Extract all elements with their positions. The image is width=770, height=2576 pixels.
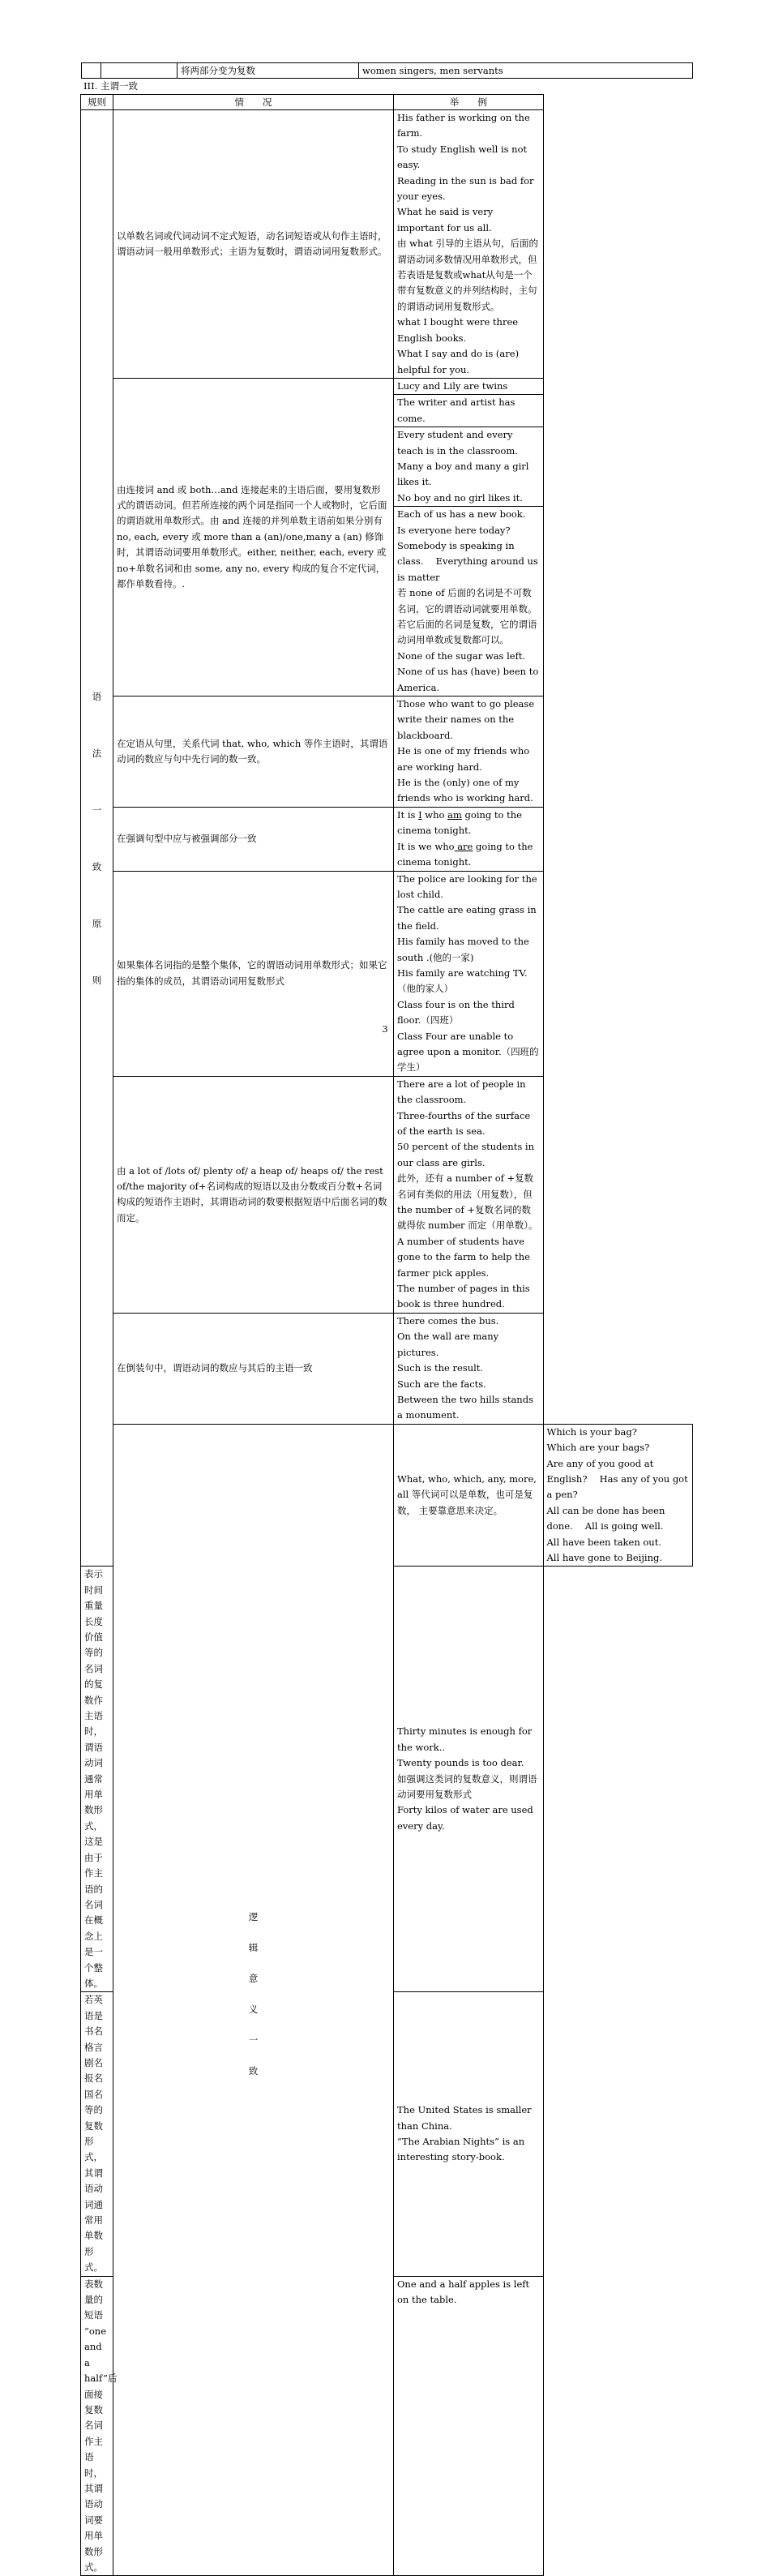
example-cell: Lucy and Lily are twins: [394, 378, 544, 394]
condition-cell: 在倒装句中，谓语动词的数应与其后的主语一致: [113, 1313, 394, 1424]
table-row: [81, 1076, 693, 1313]
example-cell: The police are looking for the lost child. The cattle are eating grass in the field. His family has moved to the south .(他的一家) His family are watching TV.（他的家人） Class four is on the third floor.（四班） Class Four are unable to agree upon a monitor.（四班的学生）: [394, 871, 544, 1076]
example-cell: His father is working on the farm. To study English well is not easy. Reading in the sun is bad for your eyes. What he said is very important for us all. 由 what 引导的主语从句，后面的谓语动词多数情况用单数形式，但若表语是复数或what从句是一个带有复数意义的并列结构时，主句的谓语动词用复数形式。 what I bought were three English books. What I say and do is (are) helpful for you.: [394, 110, 544, 379]
example-cell: It is I who am going to the cinema tonight. It is we who are going to the cinema tonight.: [394, 807, 544, 871]
page-number: 3: [382, 1024, 388, 1035]
header-situation: 情 况: [113, 95, 394, 110]
agreement-table: [80, 94, 693, 2576]
example-cell: There are a lot of people in the classroom. Three-fourths of the surface of the earth is sea. 50 percent of the students in our class are girls. 此外，还有 a number of +复数名词有类似的用法（用复数），但 the number of +复数名词的数就得依 number 而定（用单数）。 A number of students have gone to the farm to help the farmer pick apples. The number of pages in this book is three hundred.: [394, 1076, 544, 1313]
top-cell-4: women singers, men servants: [359, 63, 693, 79]
example-cell: The United States is smaller than China. “The Arabian Nights” is an interesting story-book.: [394, 1992, 544, 2276]
condition-cell: 由连接词 and 或 both…and 连接起来的主语后面，要用复数形式的谓语动词。但若所连接的两个词是指同一个人或物时，它后面的谓语就用单数形式。由 and 连接的并列单数主语前如果分别有 no, each, every 或 more than a (an)/one,many a (an) 修饰时，其谓语动词要用单数形式。either, neither, each, every 或 no+单数名词和由 some, any no, every 构成的复合不定代词，都作单数看待。.: [113, 378, 394, 696]
example-cell: Which is your bag? Which are your bags? Are any of you good at English? Has any of you got a pen? All can be done has been done. All is going well. All have been taken out. All have gone to Beijing.: [543, 1424, 693, 1567]
condition-cell: 以单数名词或代词动词不定式短语，动名词短语或从句作主语时，谓语动词一般用单数形式；主语为复数时，谓语动词用复数形式。: [113, 110, 394, 379]
table-row: [81, 110, 693, 379]
header-example: 举 例: [394, 95, 544, 110]
table-row: [81, 378, 693, 394]
table-row: [81, 697, 693, 808]
top-cell-3: 将两部分变为复数: [178, 63, 359, 79]
example-cell: There comes the bus. On the wall are many pictures. Such is the result. Such are the facts. Between the two hills stands a monument.: [394, 1313, 544, 1424]
example-cell: Every student and every teach is in the classroom. Many a boy and many a girl likes it. No boy and no girl likes it.: [394, 427, 544, 507]
table-row: [81, 1313, 693, 1424]
table-row: [81, 1424, 693, 1567]
category-grammar: 语 法 一 致 原 则: [81, 110, 113, 1567]
table-row: [82, 63, 693, 79]
table-row: [81, 807, 693, 871]
example-cell: Each of us has a new book. Is everyone here today? Somebody is speaking in class. Everything around us is matter 若 none of 后面的名词是不可数名词，它的谓语动词就要用单数。若它后面的名词是复数，它的谓语动词用单数或复数都可以。 None of the sugar was left. None of us has (have) been to America.: [394, 507, 544, 697]
condition-cell: 如果集体名词指的是整个集体，它的谓语动词用单数形式；如果它指的集体的成员，其谓语动词用复数形式: [113, 871, 394, 1076]
table-row: [81, 871, 693, 1076]
example-cell: The writer and artist has come.: [394, 395, 544, 427]
example-cell: Those who want to go please write their names on the blackboard. He is one of my friends who are working hard. He is the (only) one of my friends who is working hard.: [394, 697, 544, 808]
condition-cell: What, who, which, any, more, all 等代词可以是单数，也可是复数， 主要靠意思来决定。: [394, 1424, 544, 1567]
condition-cell: 表数量的短语 “one and a half”后面接复数名词作主语时，其谓语动词要用单数形式。: [81, 2276, 113, 2576]
example-cell: One and a half apples is left on the table.: [394, 2276, 544, 2576]
condition-cell: 由 a lot of /lots of/ plenty of/ a heap of/ heaps of/ the rest of/the majority of+名词构成的短语以及由分数或百分数+名词构成的短语作主语时，其谓语动词的数要根据短语中后面名词的数而定。: [113, 1076, 394, 1313]
top-table: [81, 62, 693, 79]
example-cell: Thirty minutes is enough for the work.. Twenty pounds is too dear. 如强调这类词的复数意义，则谓语动词要用复数形式 Forty kilos of water are used every day.: [394, 1567, 544, 1992]
condition-cell: 在定语从句里，关系代词 that, who, which 等作主语时，其谓语动词的数应与句中先行词的数一致。: [113, 697, 394, 808]
condition-cell: 表示时间重量长度价值等的名词的复数作主语时，谓语动词通常用单数形式，这是由于作主语的名词在概念上是一个整体。: [81, 1567, 113, 1992]
condition-cell: 若英语是书名格言剧名报名国名等的复数形式，其谓语动词通常用单数形式。: [81, 1992, 113, 2276]
section-heading: III. 主谓一致: [83, 80, 138, 92]
header-rule: 规则: [81, 95, 113, 110]
condition-cell: 在强调句型中应与被强调部分一致: [113, 807, 394, 871]
category-logic: 逻 辑 意 义 一 致: [113, 1424, 394, 2576]
header-row: [81, 95, 693, 110]
